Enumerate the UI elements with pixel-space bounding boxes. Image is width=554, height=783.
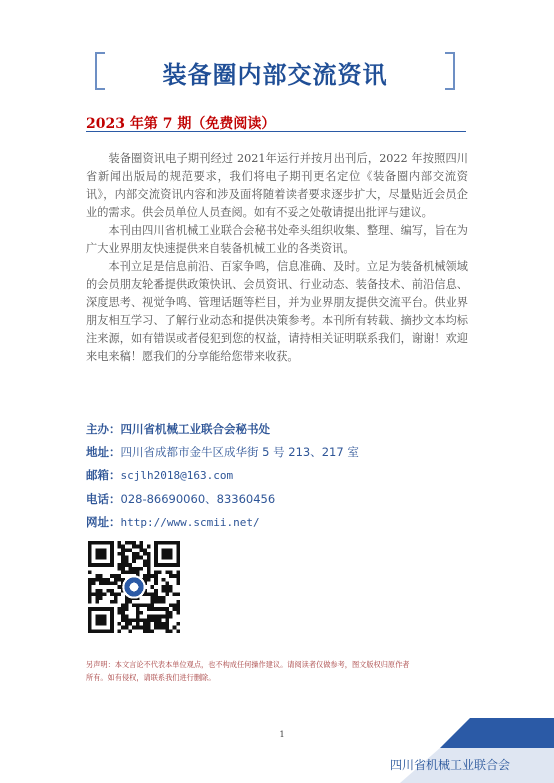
contact-phone bbox=[86, 488, 466, 511]
contact-address-value: 四川省成都市金牛区成华街 5 号 213、217 室 bbox=[120, 445, 359, 460]
contact-address-label: 地址： bbox=[86, 445, 121, 460]
contact-website-link[interactable]: http://www.scmii.net/ bbox=[120, 515, 260, 529]
contact-website bbox=[86, 511, 466, 534]
disclaimer bbox=[86, 658, 486, 684]
issue-label: 2023 年第 7 期（免费阅读） bbox=[86, 116, 276, 132]
masthead-title: 装备圈内部交流资讯 bbox=[162, 61, 388, 89]
disclaimer-line: 所有。如有侵权，请联系我们进行删除。 bbox=[86, 673, 216, 682]
disclaimer-line: 另声明：本文言论不代表本单位观点，也不构成任何操作建议。请阅读者仅做参考，图文版权归原作者 bbox=[86, 660, 410, 669]
intro-paragraph: 装备圈资讯电子期刊经过 2021年运行并按月出刊后，2022 年按照四川省新闻出版局的规范要求，我们将电子期刊更名定位《装备圈内部交流资讯》，内部交流资讯内容和涉及面将随着读者要求逐步扩大，尽量贴近会员企业的需求。供会员单位人员查阅。如有不妥之处敬请提出批评与建议。 bbox=[86, 152, 468, 219]
contact-sponsor-label: 主办： bbox=[86, 422, 121, 436]
contact-email-link[interactable]: scjlh2018@163.com bbox=[120, 469, 234, 483]
contact-email bbox=[86, 464, 466, 487]
contact-phone-value: 028-86690060、83360456 bbox=[120, 491, 276, 506]
contact-website-label: 网址： bbox=[86, 514, 121, 529]
intro-body bbox=[86, 150, 468, 366]
intro-paragraph: 本刊由四川省机械工业联合会秘书处牵头组织收集、整理、编写，旨在为广大业界朋友快速提供来自装备机械工业的各类资讯。 bbox=[86, 224, 468, 255]
masthead-bracket-left bbox=[95, 52, 105, 90]
contact-block bbox=[86, 418, 466, 534]
contact-email-label: 邮箱： bbox=[86, 468, 121, 483]
qr-code-icon bbox=[88, 541, 180, 633]
footer-org: 四川省机械工业联合会 bbox=[389, 758, 510, 772]
masthead-bracket-right bbox=[445, 52, 455, 90]
contact-phone-label: 电话： bbox=[86, 491, 121, 506]
issue-divider bbox=[86, 131, 466, 132]
contact-sponsor bbox=[86, 418, 466, 441]
contact-address bbox=[86, 441, 466, 464]
page-number: 1 bbox=[279, 730, 285, 739]
intro-paragraph: 本刊立足是信息前沿、百家争鸣，信息准确、及时。立足为装备机械领域的会员朋友轮番提供政策快讯、会员资讯、行业动态、装备技术、前沿信息、深度思考、视觉争鸣、管理话题等栏目，并为业界朋友提供交流平台。供业界朋友相互学习、了解行业动态和提供决策参考。本刊所有转载、摘抄文本均标注来源，如有错误或者侵犯到您的权益，请持相关证明联系我们，谢谢！欢迎来电来稿！愿我们的分享能给您带来收获。 bbox=[86, 260, 468, 363]
contact-sponsor-value: 四川省机械工业联合会秘书处 bbox=[120, 422, 270, 436]
footer-band bbox=[0, 718, 554, 783]
masthead bbox=[95, 52, 455, 88]
